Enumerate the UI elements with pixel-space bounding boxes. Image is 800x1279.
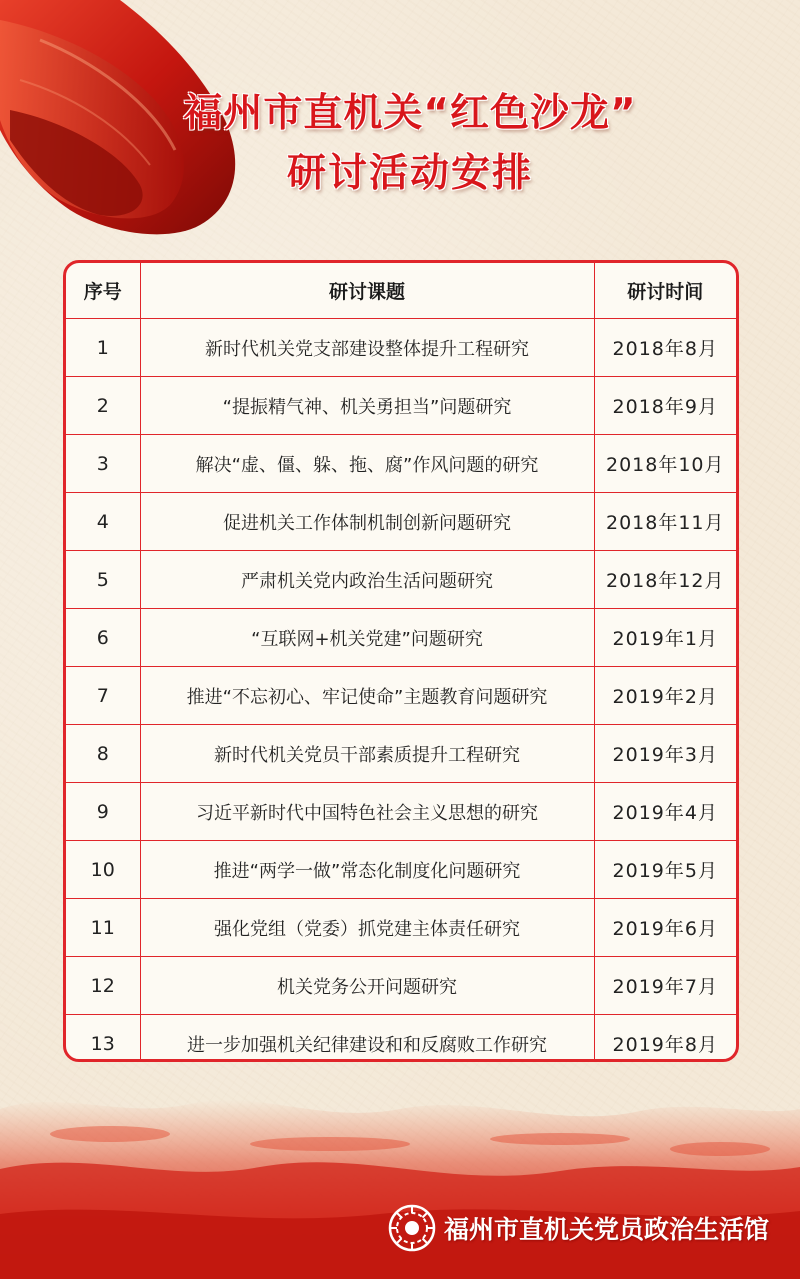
row-date: 2019年4月 — [594, 783, 736, 841]
row-number: 5 — [66, 551, 140, 609]
table-row — [66, 899, 736, 957]
table-row — [66, 435, 736, 493]
row-date: 2019年7月 — [594, 957, 736, 1015]
table-row — [66, 493, 736, 551]
row-date: 2018年12月 — [594, 551, 736, 609]
row-number: 9 — [66, 783, 140, 841]
row-date: 2019年6月 — [594, 899, 736, 957]
row-topic: “互联网+机关党建”问题研究 — [140, 609, 594, 667]
table-row — [66, 841, 736, 899]
table-header-row — [66, 263, 736, 319]
header-date: 研讨时间 — [594, 263, 736, 319]
table-row — [66, 957, 736, 1015]
row-topic: 新时代机关党支部建设整体提升工程研究 — [140, 319, 594, 377]
table-row — [66, 319, 736, 377]
row-date: 2018年10月 — [594, 435, 736, 493]
decorative-seal-icon — [388, 1204, 436, 1252]
row-date: 2019年3月 — [594, 725, 736, 783]
row-number: 10 — [66, 841, 140, 899]
row-topic: “提振精气神、机关勇担当”问题研究 — [140, 377, 594, 435]
table-row — [66, 725, 736, 783]
row-number: 2 — [66, 377, 140, 435]
row-number: 6 — [66, 609, 140, 667]
row-number: 11 — [66, 899, 140, 957]
table-row — [66, 783, 736, 841]
page-title-line1: 福州市直机关“红色沙龙” — [183, 91, 637, 136]
row-number: 13 — [66, 1015, 140, 1063]
row-number: 8 — [66, 725, 140, 783]
row-topic: 进一步加强机关纪律建设和和反腐败工作研究 — [140, 1015, 594, 1063]
row-topic: 新时代机关党员干部素质提升工程研究 — [140, 725, 594, 783]
row-date: 2019年8月 — [594, 1015, 736, 1063]
header-number: 序号 — [66, 263, 140, 319]
row-number: 12 — [66, 957, 140, 1015]
row-date: 2019年2月 — [594, 667, 736, 725]
row-topic: 机关党务公开问题研究 — [140, 957, 594, 1015]
table-row — [66, 551, 736, 609]
row-number: 1 — [66, 319, 140, 377]
header-topic: 研讨课题 — [140, 263, 594, 319]
row-number: 7 — [66, 667, 140, 725]
footer-text: 福州市直机关党员政治生活馆 — [444, 1215, 770, 1244]
row-date: 2018年11月 — [594, 493, 736, 551]
schedule-table — [66, 263, 736, 1062]
footer-brand — [388, 1200, 769, 1256]
row-number: 4 — [66, 493, 140, 551]
row-number: 3 — [66, 435, 140, 493]
row-date: 2018年9月 — [594, 377, 736, 435]
row-topic: 强化党组（党委）抓党建主体责任研究 — [140, 899, 594, 957]
table-row — [66, 667, 736, 725]
row-date: 2018年8月 — [594, 319, 736, 377]
row-date: 2019年5月 — [594, 841, 736, 899]
row-topic: 推进“不忘初心、牢记使命”主题教育问题研究 — [140, 667, 594, 725]
page-title-line2: 研讨活动安排 — [286, 151, 533, 196]
row-topic: 推进“两学一做”常态化制度化问题研究 — [140, 841, 594, 899]
row-topic: 严肃机关党内政治生活问题研究 — [140, 551, 594, 609]
schedule-table-container — [63, 260, 739, 1062]
row-date: 2019年1月 — [594, 609, 736, 667]
row-topic: 习近平新时代中国特色社会主义思想的研究 — [140, 783, 594, 841]
row-topic: 解决“虚、僵、躲、拖、腐”作风问题的研究 — [140, 435, 594, 493]
table-row — [66, 377, 736, 435]
row-topic: 促进机关工作体制机制创新问题研究 — [140, 493, 594, 551]
table-row — [66, 609, 736, 667]
